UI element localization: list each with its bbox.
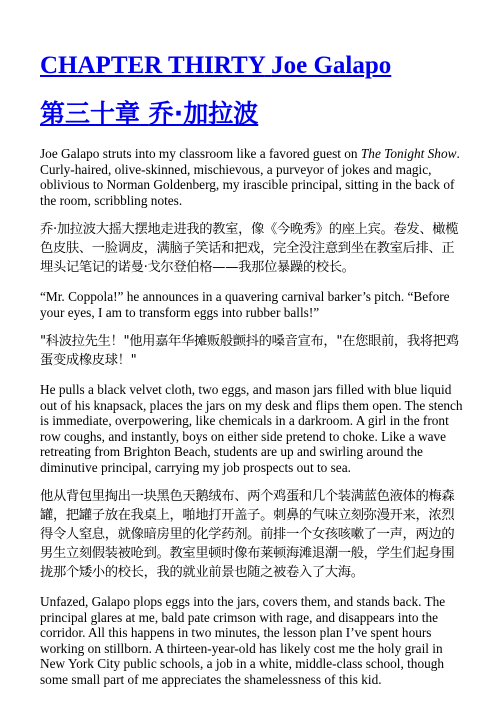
paragraph-1-english — [40, 146, 465, 208]
paragraph-2-english: “Mr. Coppola!” he announces in a quavering carnival barker’s pitch. “Before your eyes, I am to transform eggs into rubber balls!” — [40, 289, 450, 320]
chapter-title-chinese — [40, 96, 465, 132]
chapter-name-link-zh[interactable]: 乔·加拉波 — [148, 99, 259, 128]
paragraph-3-chinese: 他从背包里掏出一块黑色天鹅绒布、两个鸡蛋和几个装满蓝色液体的梅森罐，把罐子放在我桌上，啪地打开盖子。刺鼻的气味立刻弥漫开来，浓烈得令人窒息，就像暗房里的化学药剂。前排一个女孩咳嗽了一声，两边的男生立刻假装被呛到。教室里顿时像布莱顿海滩退潮一般，学生们起身围拢那个矮小的校长，我的就业前景也随之被卷入了大海。 — [40, 489, 455, 580]
chapter-title-english — [40, 48, 465, 84]
paragraph-1-chinese: 乔·加拉波大摇大摆地走进我的教室，像《今晚秀》的座上宾。卷发、橄榄色皮肤、一脸调皮，满脑子笑话和把戏，完全没注意到坐在教室后排、正埋头记笔记的诺曼·戈尔登伯格——我那位暴躁的校长。 — [40, 222, 459, 275]
paragraph-3-english: He pulls a black velvet cloth, two eggs, and mason jars filled with blue liquid out of his knapsack, places the jars on my desk and flips them open. The stench is immediate, overpowering, like chemicals in a darkroom. A girl in the front row coughs, and instantly, boys on either side pretend to choke. Like a wave retreating from Brighton Beach, students are up and swirling around the diminutive principal, carrying my job prospects out to sea. — [40, 382, 463, 475]
chapter-number-link-en[interactable]: CHAPTER THIRTY — [40, 52, 265, 79]
paragraph-1-english-text-b: . Curly-haired, olive-skinned, mischievous, a purveyor of jokes and magic, oblivious to Norman Goldenberg, my irascible principal, sitting in the back of the room, scribbling notes. — [40, 146, 460, 208]
show-title-italic: The Tonight Show — [360, 146, 457, 161]
paragraph-4-english: Unfazed, Galapo plops eggs into the jars, covers them, and stands back. The principal glares at me, bald pate crimson with rage, and disappears into the corridor. All this happens in two minutes, the lesson plan I’ve spent hours working on stillborn. A thirteen-year-old has likely cost me the holy grail in New York City public schools, a job in a white, middle-class school, though some small part of me appreciates the shamelessness of this kid. — [40, 594, 446, 687]
chapter-name-link-en[interactable]: Joe Galapo — [271, 52, 392, 79]
chapter-number-link-zh[interactable]: 第三十章 — [40, 99, 141, 128]
paragraph-1-english-text-a: Joe Galapo struts into my classroom like a favored guest on — [40, 146, 361, 161]
chapter-page — [40, 48, 465, 699]
paragraph-2-chinese: "科波拉先生！"他用嘉年华摊贩般颤抖的嗓音宣布，"在您眼前，我将把鸡蛋变成橡皮球！" — [40, 334, 459, 368]
